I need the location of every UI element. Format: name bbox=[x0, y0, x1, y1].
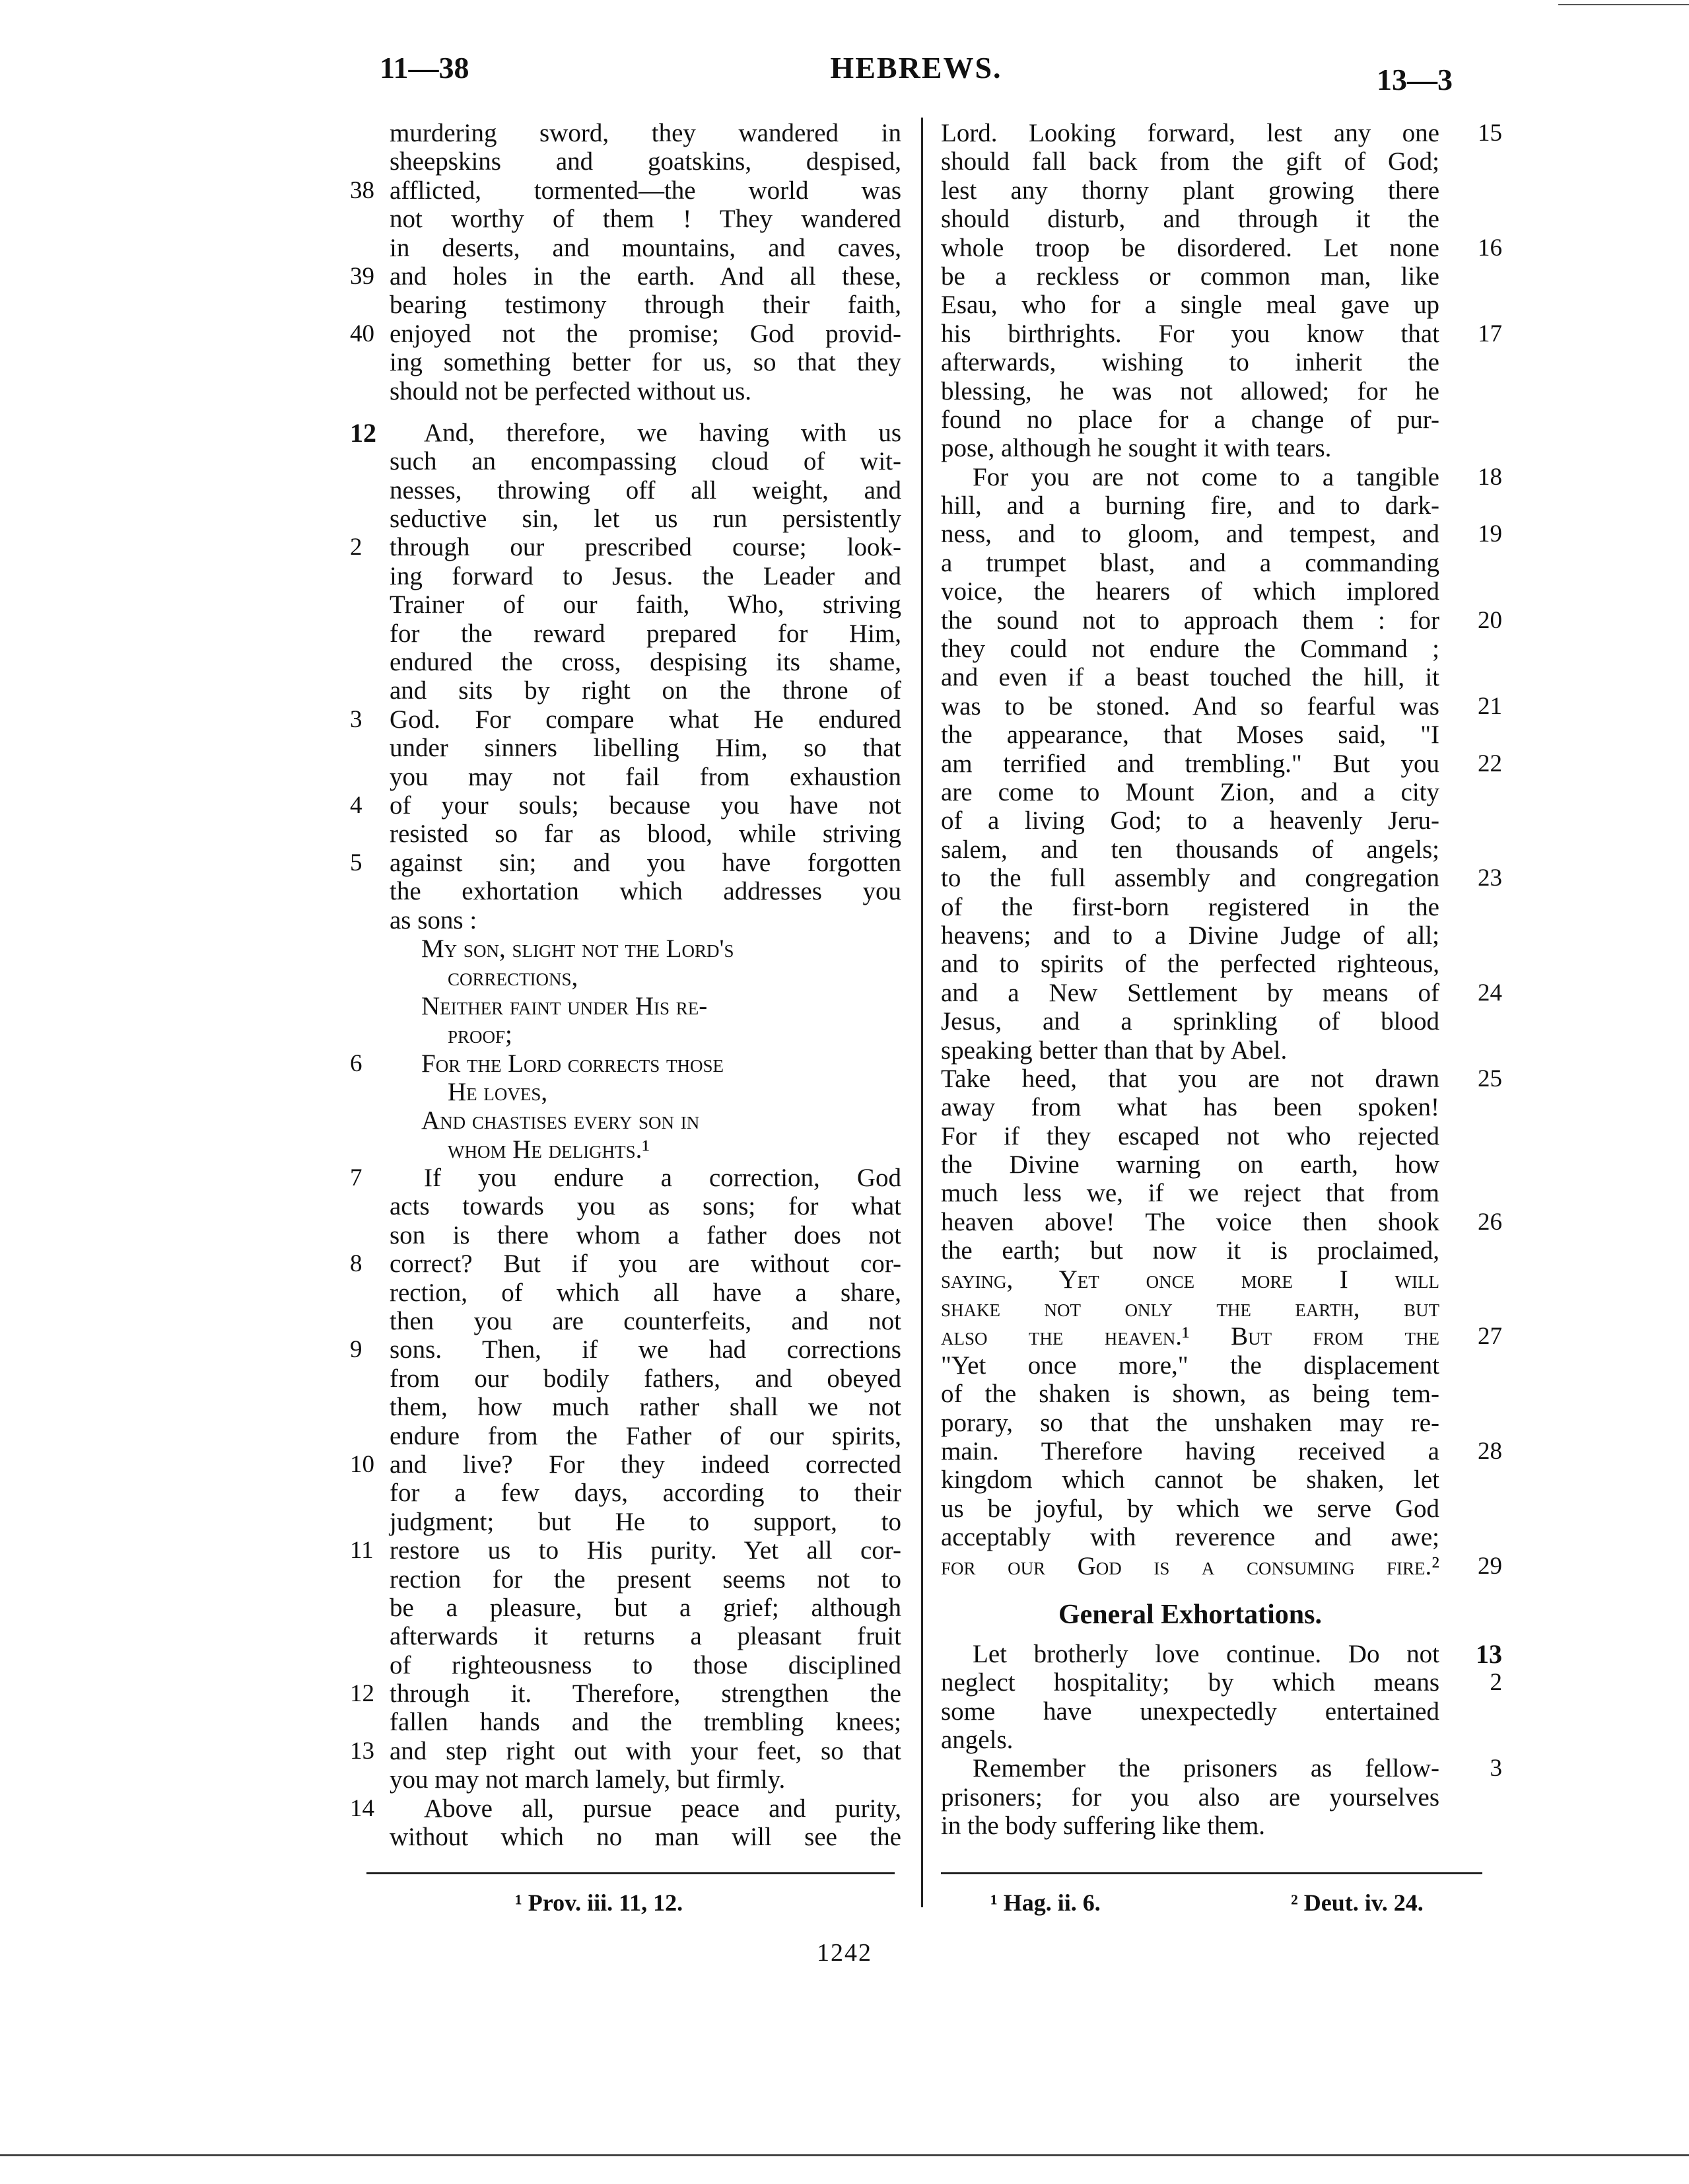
line-text: blessing, he was not allowed; for he bbox=[941, 376, 1439, 405]
line-text: you may not march lamely, but firmly. bbox=[390, 1765, 786, 1794]
line-text: sheepskins and goatskins, despised, bbox=[390, 147, 901, 176]
line-text: ing forward to Jesus. the Leader and bbox=[390, 561, 901, 590]
text-line bbox=[350, 1594, 901, 1622]
line-text: Remember the prisoners as fellow- bbox=[973, 1754, 1439, 1783]
text-line bbox=[350, 291, 901, 319]
line-text: Lord. Looking forward, lest any one bbox=[941, 119, 1439, 147]
line-text: his birthrights. For you know that bbox=[941, 319, 1439, 348]
text-line bbox=[350, 1422, 901, 1450]
verse-number: 26 bbox=[1478, 1208, 1502, 1236]
line-text: speaking better than that by Abel. bbox=[941, 1036, 1288, 1065]
line-text: pose, although he sought it with tears. bbox=[941, 434, 1332, 463]
text-line bbox=[350, 590, 901, 619]
line-text: Above all, pursue peace and purity, bbox=[424, 1794, 901, 1823]
verse-number: 11 bbox=[350, 1537, 374, 1565]
line-text: ness, and to gloom, and tempest, and bbox=[941, 520, 1439, 549]
line-text: endure from the Father of our spirits, bbox=[390, 1421, 901, 1450]
text-line bbox=[941, 176, 1502, 205]
text-line bbox=[941, 262, 1502, 291]
line-text: lest any thorny plant growing there bbox=[941, 176, 1439, 205]
text-line bbox=[941, 1812, 1502, 1840]
line-text: For you are not come to a tangible bbox=[973, 462, 1439, 491]
text-line bbox=[350, 176, 901, 205]
line-text: acts towards you as sons; for what bbox=[390, 1192, 901, 1221]
verse-number: 12 bbox=[350, 417, 376, 448]
verse-number: 40 bbox=[350, 320, 374, 347]
line-text: of righteousness to those disciplined bbox=[390, 1650, 901, 1679]
verse-number: 10 bbox=[350, 1450, 374, 1478]
verse-number: 15 bbox=[1478, 120, 1502, 147]
left-text-column bbox=[350, 119, 901, 1851]
line-text: My son, slight not the Lord's bbox=[421, 934, 734, 963]
text-line bbox=[350, 147, 901, 176]
text-line bbox=[941, 147, 1502, 176]
text-line bbox=[350, 1250, 901, 1278]
line-text: also the heaven.¹ But from the bbox=[941, 1322, 1439, 1351]
line-text: ing something better for us, so that they bbox=[390, 348, 901, 377]
line-text: Let brotherly love continue. Do not bbox=[973, 1639, 1439, 1668]
verse-number: 29 bbox=[1478, 1552, 1502, 1580]
line-text: much less we, if we reject that from bbox=[941, 1179, 1439, 1208]
text-line bbox=[941, 1236, 1502, 1265]
text-line bbox=[350, 963, 901, 991]
line-text: and a New Settlement by means of bbox=[941, 978, 1439, 1007]
line-text: prisoners; for you also are yourselves bbox=[941, 1782, 1439, 1812]
text-line bbox=[350, 1679, 901, 1708]
text-line bbox=[350, 1765, 901, 1794]
text-line bbox=[941, 1754, 1502, 1782]
verse-number: 23 bbox=[1478, 864, 1502, 892]
text-line bbox=[941, 405, 1502, 434]
text-line bbox=[350, 1164, 901, 1192]
text-line bbox=[941, 1036, 1502, 1065]
line-text: a trumpet blast, and a commanding bbox=[941, 548, 1439, 577]
line-text: the earth; but now it is proclaimed, bbox=[941, 1236, 1439, 1265]
text-line bbox=[941, 835, 1502, 864]
chapter-range-start: 11—38 bbox=[380, 51, 469, 85]
text-line bbox=[350, 1737, 901, 1765]
text-line bbox=[941, 463, 1502, 491]
text-line bbox=[941, 1322, 1502, 1351]
text-line bbox=[941, 864, 1502, 892]
line-text: whom He delights.¹ bbox=[448, 1135, 650, 1164]
line-text: and even if a beast touched the hill, it bbox=[941, 663, 1439, 692]
line-text: be a reckless or common man, like bbox=[941, 262, 1439, 291]
line-text: kingdom which cannot be shaken, let bbox=[941, 1465, 1439, 1495]
line-text: For the Lord corrects those bbox=[421, 1049, 724, 1078]
text-line bbox=[350, 934, 901, 963]
scan-bottom-edge bbox=[0, 2154, 1689, 2156]
line-text: you may not fail from exhaustion bbox=[390, 762, 901, 791]
line-text: in the body suffering like them. bbox=[941, 1812, 1266, 1841]
section-heading: General Exhortations. bbox=[1058, 1599, 1322, 1630]
text-line bbox=[941, 577, 1502, 606]
text-line bbox=[941, 434, 1502, 462]
text-line bbox=[350, 377, 901, 405]
line-text: neglect hospitality; by which means bbox=[941, 1668, 1439, 1697]
text-line bbox=[941, 1437, 1502, 1465]
line-text: the appearance, that Moses said, "I bbox=[941, 721, 1439, 750]
verse-number: 20 bbox=[1478, 606, 1502, 634]
line-text: nesses, throwing off all weight, and bbox=[390, 476, 901, 505]
line-text: to the full assembly and congregation bbox=[941, 864, 1439, 893]
line-text: restore us to His purity. Yet all cor- bbox=[390, 1536, 901, 1565]
text-line bbox=[350, 1364, 901, 1393]
line-text: If you endure a correction, God bbox=[424, 1164, 901, 1193]
text-line bbox=[941, 921, 1502, 950]
line-text: resisted so far as blood, while striving bbox=[390, 820, 901, 849]
scan-edge-line bbox=[1558, 4, 1689, 5]
text-line bbox=[941, 234, 1502, 262]
verse-number: 14 bbox=[350, 1794, 374, 1822]
text-line bbox=[350, 1192, 901, 1220]
text-line bbox=[941, 1065, 1502, 1093]
text-line bbox=[941, 663, 1502, 691]
line-text: angels. bbox=[941, 1726, 1014, 1755]
text-line bbox=[941, 1179, 1502, 1207]
text-line bbox=[350, 262, 901, 291]
text-line bbox=[941, 635, 1502, 663]
text-line bbox=[350, 1651, 901, 1679]
right-text-column bbox=[941, 119, 1502, 1841]
text-line bbox=[941, 1265, 1502, 1294]
verse-number: 5 bbox=[350, 849, 362, 876]
text-line bbox=[941, 1640, 1502, 1668]
line-text: not worthy of them ! They wandered bbox=[390, 205, 901, 234]
line-text: afflicted, tormented—the world was bbox=[390, 176, 901, 205]
line-text: for a few days, according to their bbox=[390, 1479, 901, 1508]
footnote-right-1: ¹ Hag. ii. 6. bbox=[990, 1889, 1101, 1916]
text-line bbox=[350, 1335, 901, 1364]
line-text: and sits by right on the throne of bbox=[390, 676, 901, 705]
text-line bbox=[941, 806, 1502, 835]
text-line bbox=[941, 721, 1502, 749]
text-line bbox=[941, 320, 1502, 348]
verse-number: 2 bbox=[350, 534, 362, 561]
text-line bbox=[350, 734, 901, 762]
text-line bbox=[941, 348, 1502, 376]
verse-number: 13 bbox=[1476, 1638, 1502, 1669]
text-line bbox=[350, 1307, 901, 1335]
line-text: and step right out with your feet, so that bbox=[390, 1736, 901, 1765]
verse-number: 19 bbox=[1478, 520, 1502, 548]
text-line bbox=[350, 1479, 901, 1507]
line-text: Neither faint under His re- bbox=[421, 991, 708, 1020]
text-line bbox=[941, 950, 1502, 978]
line-text: from our bodily fathers, and obeyed bbox=[390, 1364, 901, 1393]
verse-number: 12 bbox=[350, 1680, 374, 1708]
verse-number: 8 bbox=[350, 1250, 362, 1278]
text-line bbox=[941, 606, 1502, 635]
verse-number: 24 bbox=[1478, 979, 1502, 1006]
text-line bbox=[350, 320, 901, 348]
text-line bbox=[350, 1508, 901, 1536]
line-text: son is there whom a father does not bbox=[390, 1220, 901, 1250]
line-text: saying, Yet once more I will bbox=[941, 1265, 1439, 1294]
text-line bbox=[350, 1536, 901, 1565]
line-text: for the reward prepared for Him, bbox=[390, 619, 901, 648]
line-text: of a living God; to a heavenly Jeru- bbox=[941, 806, 1439, 835]
verse-number: 17 bbox=[1478, 320, 1502, 347]
line-text: are come to Mount Zion, and a city bbox=[941, 777, 1439, 806]
verse-number: 16 bbox=[1478, 234, 1502, 262]
line-text: as sons : bbox=[390, 905, 477, 934]
verse-number: 9 bbox=[350, 1336, 362, 1364]
text-line bbox=[941, 1409, 1502, 1437]
line-text: rection for the present seems not to bbox=[390, 1565, 901, 1594]
line-text: of your souls; because you have not bbox=[390, 791, 901, 820]
text-line bbox=[350, 1221, 901, 1250]
line-text: through our prescribed course; look- bbox=[390, 533, 901, 562]
verse-number: 13 bbox=[350, 1737, 374, 1765]
text-line bbox=[350, 763, 901, 791]
text-line bbox=[941, 291, 1502, 319]
line-text: heaven above! The voice then shook bbox=[941, 1207, 1439, 1236]
text-line bbox=[350, 1823, 901, 1851]
text-line bbox=[350, 1135, 901, 1164]
text-line bbox=[350, 791, 901, 820]
line-text: them, how much rather shall we not bbox=[390, 1393, 901, 1422]
line-text: for our God is a consuming fire.² bbox=[941, 1551, 1439, 1580]
text-line bbox=[350, 619, 901, 648]
text-line bbox=[941, 1122, 1502, 1150]
text-line bbox=[941, 1294, 1502, 1322]
text-line bbox=[941, 1007, 1502, 1036]
verse-number: 2 bbox=[1490, 1669, 1502, 1697]
line-text: main. Therefore having received a bbox=[941, 1436, 1439, 1465]
line-text: was to be stoned. And so fearful was bbox=[941, 691, 1439, 721]
text-line bbox=[350, 234, 901, 262]
verse-number: 28 bbox=[1478, 1437, 1502, 1465]
line-text: of the first-born registered in the bbox=[941, 892, 1439, 921]
line-text: us be joyful, by which we serve God bbox=[941, 1494, 1439, 1523]
verse-number: 25 bbox=[1478, 1065, 1502, 1092]
text-line bbox=[350, 648, 901, 676]
line-text: Jesus, and a sprinkling of blood bbox=[941, 1007, 1439, 1036]
text-line bbox=[941, 1523, 1502, 1551]
line-text: Take heed, that you are not drawn bbox=[941, 1064, 1439, 1093]
text-line bbox=[941, 1726, 1502, 1754]
verse-number: 38 bbox=[350, 176, 374, 204]
text-line bbox=[941, 778, 1502, 806]
line-text: am terrified and trembling." But you bbox=[941, 749, 1439, 778]
line-text: corrections, bbox=[448, 963, 578, 992]
text-line bbox=[941, 1351, 1502, 1380]
column-divider bbox=[921, 118, 923, 1907]
verse-number: 3 bbox=[1490, 1755, 1502, 1782]
line-text: of the shaken is shown, as being tem- bbox=[941, 1380, 1439, 1409]
line-text: such an encompassing cloud of wit- bbox=[390, 447, 901, 476]
line-text: afterwards, wishing to inherit the bbox=[941, 348, 1439, 377]
line-text: He loves, bbox=[448, 1077, 548, 1106]
line-text: murdering sword, they wandered in bbox=[390, 119, 901, 147]
text-line bbox=[941, 205, 1502, 233]
line-text: And chastises every son in bbox=[421, 1106, 700, 1135]
verse-number: 18 bbox=[1478, 463, 1502, 491]
line-text: in deserts, and mountains, and caves, bbox=[390, 233, 901, 262]
line-text: Esau, who for a single meal gave up bbox=[941, 291, 1439, 320]
verse-number: 22 bbox=[1478, 750, 1502, 777]
line-text: proof; bbox=[448, 1020, 512, 1049]
text-line bbox=[350, 1794, 901, 1823]
text-line bbox=[941, 893, 1502, 921]
line-text: away from what has been spoken! bbox=[941, 1093, 1439, 1122]
line-text: God. For compare what He endured bbox=[390, 705, 901, 734]
line-text: and live? For they indeed corrected bbox=[390, 1450, 901, 1479]
text-line bbox=[941, 979, 1502, 1007]
text-line bbox=[350, 992, 901, 1020]
line-text: some have unexpectedly entertained bbox=[941, 1697, 1439, 1726]
text-line bbox=[350, 1279, 901, 1307]
footnote-rule-left bbox=[366, 1872, 895, 1874]
line-text: fallen hands and the trembling knees; bbox=[390, 1708, 901, 1737]
text-line bbox=[350, 1106, 901, 1135]
page-number: 1242 bbox=[817, 1939, 872, 1967]
line-text: seductive sin, let us run persistently bbox=[390, 505, 901, 534]
line-text: acceptably with reverence and awe; bbox=[941, 1523, 1439, 1552]
text-line bbox=[350, 1565, 901, 1594]
line-text: enjoyed not the promise; God provid- bbox=[390, 319, 901, 348]
line-text: should disturb, and through it the bbox=[941, 205, 1439, 234]
verse-number: 4 bbox=[350, 791, 362, 819]
line-text: shake not only the earth, but bbox=[941, 1294, 1439, 1323]
line-text: the sound not to approach them : for bbox=[941, 606, 1439, 635]
text-line bbox=[350, 705, 901, 734]
text-line bbox=[941, 1150, 1502, 1179]
text-line bbox=[941, 692, 1502, 721]
line-text: bearing testimony through their faith, bbox=[390, 291, 901, 320]
text-line bbox=[350, 849, 901, 877]
text-line bbox=[350, 1450, 901, 1479]
text-line bbox=[350, 533, 901, 561]
line-text: heavens; and to a Divine Judge of all; bbox=[941, 921, 1439, 950]
line-text: hill, and a burning fire, and to dark- bbox=[941, 491, 1439, 520]
line-text: found no place for a change of pur- bbox=[941, 405, 1439, 434]
verse-number: 6 bbox=[350, 1049, 362, 1077]
text-line bbox=[350, 1393, 901, 1421]
text-line bbox=[350, 447, 901, 476]
text-line bbox=[350, 906, 901, 934]
text-line bbox=[941, 491, 1502, 520]
line-text: and holes in the earth. And all these, bbox=[390, 262, 901, 291]
text-line bbox=[941, 1552, 1502, 1580]
line-text: voice, the hearers of which implored bbox=[941, 577, 1439, 606]
running-head bbox=[366, 50, 1466, 96]
text-line bbox=[941, 1093, 1502, 1121]
line-text: correct? But if you are without cor- bbox=[390, 1250, 901, 1279]
line-text: rection, of which all have a share, bbox=[390, 1278, 901, 1307]
footnote-left: ¹ Prov. iii. 11, 12. bbox=[515, 1889, 683, 1916]
line-text: afterwards it returns a pleasant fruit bbox=[390, 1622, 901, 1651]
line-text: against sin; and you have forgotten bbox=[390, 848, 901, 877]
line-text: salem, and ten thousands of angels; bbox=[941, 835, 1439, 864]
line-text: under sinners libelling Him, so that bbox=[390, 734, 901, 763]
footnote-rule-right bbox=[941, 1872, 1482, 1874]
text-line bbox=[350, 877, 901, 905]
text-line bbox=[941, 377, 1502, 405]
line-text: the Divine warning on earth, how bbox=[941, 1150, 1439, 1180]
text-line bbox=[350, 676, 901, 705]
chapter-range-end: 13—3 bbox=[1377, 63, 1453, 96]
text-line bbox=[350, 1020, 901, 1049]
verse-number: 39 bbox=[350, 262, 374, 290]
verse-number: 3 bbox=[350, 705, 362, 733]
text-line bbox=[350, 1078, 901, 1106]
text-line bbox=[350, 505, 901, 533]
verse-number: 27 bbox=[1478, 1323, 1502, 1351]
line-text: should not be perfected without us. bbox=[390, 376, 752, 405]
line-text: be a pleasure, but a grief; although bbox=[390, 1593, 901, 1622]
text-line bbox=[941, 1465, 1502, 1494]
text-line bbox=[941, 1783, 1502, 1812]
text-line bbox=[941, 119, 1502, 147]
text-line bbox=[941, 1668, 1502, 1697]
line-text: they could not endure the Command ; bbox=[941, 635, 1439, 664]
verse-number: 21 bbox=[1478, 692, 1502, 720]
line-text: judgment; but He to support, to bbox=[390, 1507, 901, 1536]
book-title: HEBREWS. bbox=[830, 51, 1002, 85]
text-line bbox=[941, 1380, 1502, 1408]
footnote-right-2: ² Deut. iv. 24. bbox=[1291, 1889, 1424, 1916]
text-line bbox=[350, 1049, 901, 1078]
line-text: and to spirits of the perfected righteous, bbox=[941, 950, 1439, 979]
text-line bbox=[350, 119, 901, 147]
line-text: without which no man will see the bbox=[390, 1823, 901, 1852]
line-text: And, therefore, we having with us bbox=[424, 418, 901, 447]
line-text: endured the cross, despising its shame, bbox=[390, 648, 901, 677]
text-line bbox=[350, 1622, 901, 1650]
text-line bbox=[941, 549, 1502, 577]
line-text: then you are counterfeits, and not bbox=[390, 1307, 901, 1336]
line-text: the exhortation which addresses you bbox=[390, 877, 901, 906]
line-text: sons. Then, if we had corrections bbox=[390, 1335, 901, 1364]
line-text: "Yet once more," the displacement bbox=[941, 1351, 1439, 1380]
verse-number: 7 bbox=[350, 1164, 362, 1192]
line-text: through it. Therefore, strengthen the bbox=[390, 1679, 901, 1708]
line-text: For if they escaped not who rejected bbox=[941, 1121, 1439, 1150]
text-line bbox=[350, 205, 901, 233]
text-line bbox=[941, 1697, 1502, 1726]
text-line bbox=[941, 1208, 1502, 1236]
text-line bbox=[350, 562, 901, 590]
line-text: should fall back from the gift of God; bbox=[941, 147, 1439, 176]
text-line bbox=[941, 750, 1502, 778]
text-line bbox=[350, 820, 901, 848]
line-text: whole troop be disordered. Let none bbox=[941, 233, 1439, 262]
text-line bbox=[350, 419, 901, 447]
line-text: Trainer of our faith, Who, striving bbox=[390, 590, 901, 619]
text-line bbox=[350, 1708, 901, 1736]
text-line bbox=[350, 348, 901, 376]
text-line bbox=[941, 1495, 1502, 1523]
line-text: porary, so that the unshaken may re- bbox=[941, 1408, 1439, 1437]
text-line bbox=[350, 476, 901, 505]
text-line bbox=[941, 520, 1502, 548]
